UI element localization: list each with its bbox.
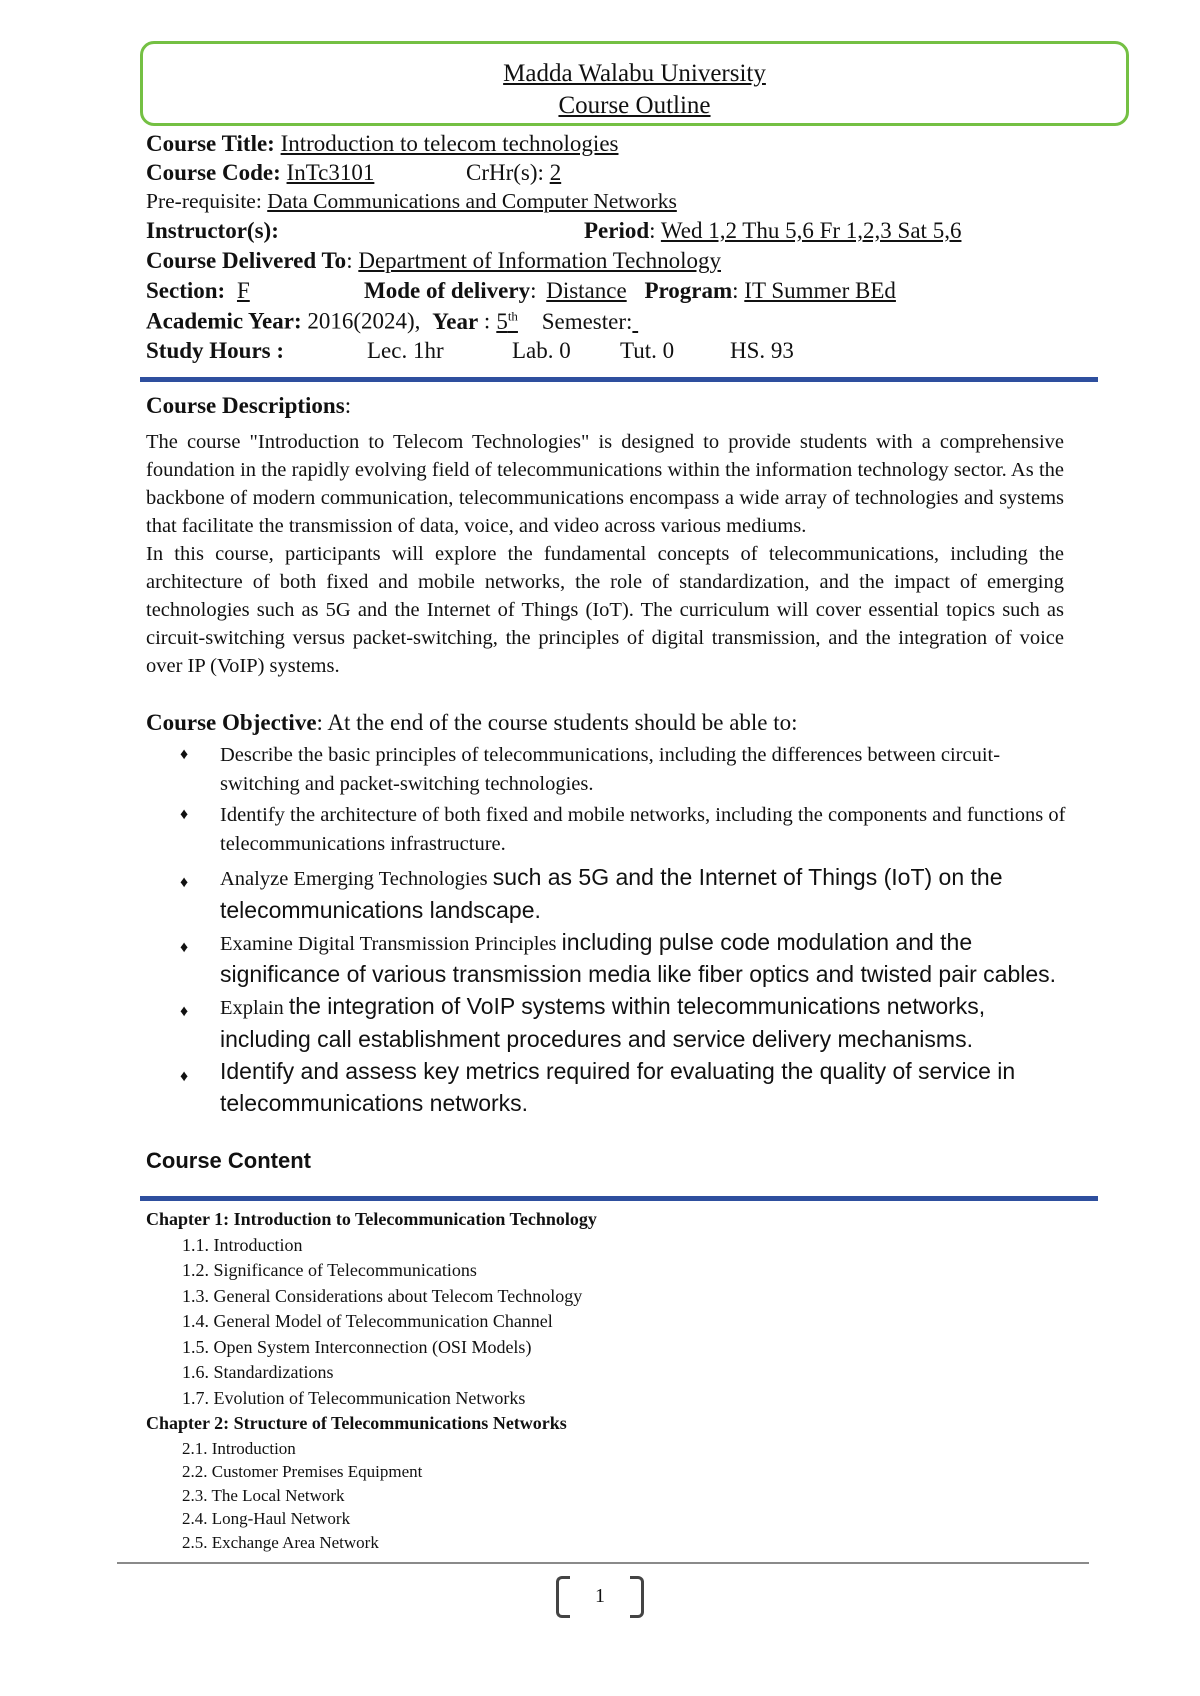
course-code-row — [146, 160, 374, 186]
study-hours-label: Study Hours : — [146, 338, 285, 363]
toc-item: 1.6. Standardizations — [182, 1362, 334, 1382]
toc-item: 2.1. Introduction — [182, 1438, 296, 1458]
prereq-row — [146, 189, 677, 214]
diamond-bullet-icon: ♦ — [180, 1003, 189, 1020]
course-title-row — [146, 131, 618, 157]
university-name: Madda Walabu University — [503, 60, 766, 87]
delivered-to-row: Course Delivered To: Department of Information Technology — [146, 248, 721, 273]
header-divider — [140, 377, 1098, 382]
crhr-value: 2 — [549, 160, 562, 185]
list-item: ♦ Identify the architecture of both fixed and mobile networks, including the components and functions of telecommunications infrastructure. — [180, 801, 1070, 858]
objective-list — [180, 741, 1070, 1119]
toc-item: 2.2. Customer Premises Equipment — [182, 1462, 423, 1481]
mode-value: Distance — [546, 278, 627, 303]
toc-item: 1.2. Significance of Telecommunications — [182, 1260, 477, 1280]
toc-item: 1.5. Open System Interconnection (OSI Models) — [182, 1336, 532, 1357]
year-suffix: th — [507, 308, 518, 323]
objective-heading: Course Objective — [146, 710, 317, 735]
course-code-value: InTc3101 — [286, 160, 375, 185]
mode-row: Mode of delivery: Distance Program: IT Summer BEd — [364, 278, 896, 303]
list-item: ♦ Identify and assess key metrics required for evaluating the quality of service in telecommunications networks. — [180, 1057, 1016, 1116]
crhr-label: CrHr(s): — [466, 160, 544, 185]
description-paragraph-1: The course "Introduction to Telecom Technologies" is designed to provide students with a comprehensive foundation in the rapidly evolving field of telecommunications within the information technology sector. As the backbone of modern communication, telecommunications encompass a wide array of technologies and systems that facilitate the transmission of data, voice, and video across various mediums. — [146, 431, 1064, 537]
prereq-label: Pre-requisite: — [146, 189, 262, 213]
period-row: Period: Wed 1,2 Thu 5,6 Fr 1,2,3 Sat 5,6 — [584, 218, 962, 243]
section-label: Section: — [146, 278, 226, 303]
course-title-value: Introduction to telecom technologies — [280, 131, 619, 156]
mode-label: Mode of delivery — [364, 278, 531, 303]
program-value: IT Summer BEd — [744, 278, 896, 303]
chapter-1-title: Chapter 1: Introduction to Telecommunication Technology — [146, 1209, 597, 1229]
crhr-row — [466, 160, 561, 186]
lec-hours: Lec. 1hr — [367, 338, 444, 363]
section-value: F — [236, 278, 250, 303]
diamond-bullet-icon: ♦ — [180, 938, 189, 956]
toc-item: 2.4. Long-Haul Network — [182, 1509, 351, 1528]
toc-item: 1.7. Evolution of Telecommunication Networks — [182, 1387, 526, 1408]
toc-item: 1.4. General Model of Telecommunication Channel — [182, 1311, 553, 1331]
study-hours-row — [146, 338, 284, 364]
delivered-to-label: Course Delivered To — [146, 248, 347, 273]
diamond-bullet-icon: ♦ — [180, 874, 189, 891]
objective-heading-row — [146, 710, 798, 736]
title-frame — [140, 41, 1129, 126]
course-code-label: Course Code: — [146, 160, 281, 185]
description-body — [146, 428, 1064, 680]
footer-divider — [117, 1562, 1089, 1564]
diamond-bullet-icon: ♦ — [180, 1067, 189, 1085]
year-value: 5 — [496, 308, 508, 334]
list-item: ♦ Explain the integration of VoIP systems within telecommunications networks, including call establishment procedures and service delivery mechanisms. — [180, 993, 986, 1052]
year-label: Year — [432, 308, 479, 334]
prereq-value: Data Communications and Computer Networks — [267, 189, 677, 213]
instructor-label: Instructor(s): — [146, 218, 279, 243]
description-heading-row: Course Descriptions: — [146, 393, 352, 418]
toc-item: 1.1. Introduction — [182, 1234, 303, 1255]
program-label: Program — [644, 278, 733, 303]
instructor-row — [146, 218, 279, 244]
course-title-label: Course Title: — [146, 131, 275, 156]
objective-intro: : At the end of the course students should be able to: — [316, 710, 798, 735]
chapter-2-title: Chapter 2: Structure of Telecommunications Networks — [146, 1413, 567, 1433]
semester-label: Semester: — [541, 308, 633, 334]
description-heading: Course Descriptions — [146, 393, 345, 418]
hs-hours: HS. 93 — [730, 338, 794, 363]
toc-item: 1.3. General Considerations about Telecom Technology — [182, 1285, 583, 1306]
list-item: ♦ Describe the basic principles of telecommunications, including the differences between circuit-switching and packet-switching technologies. — [180, 741, 1070, 798]
academic-year-value: 2016(2024), — [307, 308, 421, 334]
academic-year-row: Academic Year: 2016(2024), Year : 5th Semester: — [146, 308, 633, 334]
document-title: Course Outline — [558, 92, 711, 119]
description-paragraph-2: In this course, participants will explore the fundamental concepts of telecommunications, including the architecture of both fixed and mobile networks, the role of standardization, and the impact of emerging technologies such as 5G and the Internet of Things (IoT). The curriculum will cover essential topics such as circuit-switching versus packet-switching, the principles of digital transmission, and the integration of voice over IP (VoIP) systems. — [146, 543, 1064, 677]
lab-hours: Lab. 0 — [512, 338, 571, 363]
list-item: ♦ Examine Digital Transmission Principles including pulse code modulation and the significance of various transmission media like fiber optics and twisted pair cables. — [180, 928, 1057, 987]
section-row — [146, 278, 256, 304]
toc-item: 2.3. The Local Network — [182, 1485, 345, 1505]
diamond-bullet-icon: ♦ — [180, 806, 189, 823]
page-number: 1 — [595, 1585, 605, 1607]
delivered-to-value: Department of Information Technology — [358, 248, 721, 273]
toc-item: 2.5. Exchange Area Network — [182, 1532, 379, 1552]
period-value: Wed 1,2 Thu 5,6 Fr 1,2,3 Sat 5,6 — [660, 218, 962, 243]
page-number-box — [556, 1576, 644, 1624]
tut-hours: Tut. 0 — [620, 338, 675, 363]
table-of-contents — [146, 1207, 597, 1554]
period-label: Period — [584, 218, 650, 243]
content-heading: Course Content — [146, 1148, 311, 1173]
academic-year-label: Academic Year: — [146, 308, 302, 334]
content-divider — [140, 1196, 1098, 1201]
diamond-bullet-icon: ♦ — [180, 746, 189, 763]
list-item: ♦ Analyze Emerging Technologies such as 5G and the Internet of Things (IoT) on the telecommunications landscape. — [180, 864, 1003, 923]
